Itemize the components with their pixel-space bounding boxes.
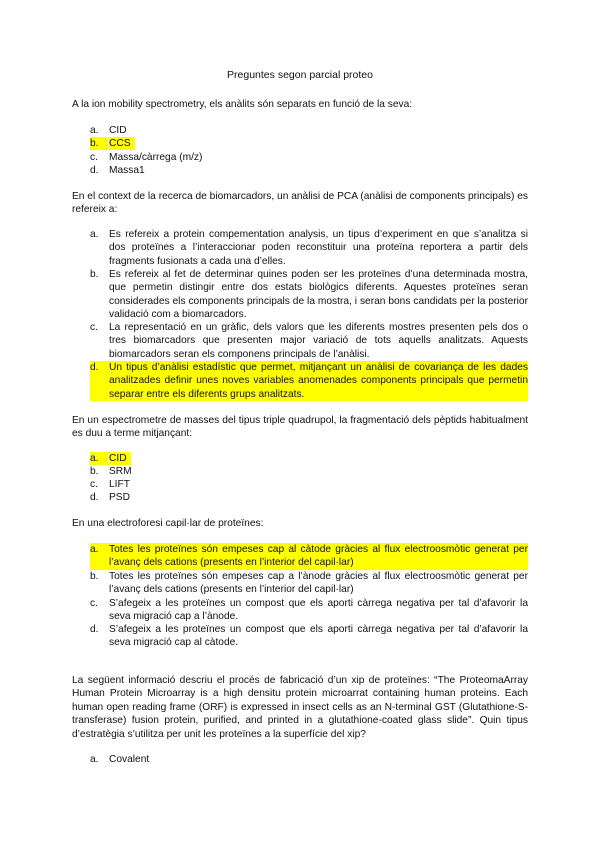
option-text: LIFT	[109, 479, 130, 490]
q2-option-a	[90, 228, 528, 268]
question-1: A la ion mobility spectrometry, els anàlits són separats en funció de la seva:	[72, 99, 413, 110]
option-text: La representació en un gràfic, dels valors que les diferents mostres presenten pels dos o tres biomarcadors que presenten major variació de tots aquells analitzats. Aquests biomarcadors seran els componens principals de l’anàlisi.	[109, 322, 528, 360]
q1-option-a	[90, 124, 528, 137]
option-text: Es refereix a protein compementation analysis, un tipus d’experiment en que s’analitza si dos proteïnes a l’interaccionar poden reconstituir una proteïna reportera a partir dels fragments fusionats a cada una d’elles.	[109, 229, 528, 267]
q2-option-b	[90, 268, 528, 322]
question-2: En el context de la recerca de biomarcadors, un anàlisi de PCA (anàlisi de components principals) es refereix a:	[72, 191, 528, 216]
option-text: Un tipus d’anàlisi estadístic que permet, mitjançant un anàlisi de covariança de les dades analitzades definir unes noves variables anomenades components principals que permetin separar entre els diferents grups analitzats.	[109, 362, 528, 400]
option-letter: c.	[90, 479, 98, 490]
option-letter: c.	[90, 152, 98, 163]
option-letter: d.	[90, 492, 99, 503]
q2-option-c	[90, 321, 528, 361]
option-text: Massa/càrrega (m/z)	[109, 152, 203, 163]
option-letter: d.	[90, 361, 108, 374]
option-text: PSD	[109, 492, 130, 503]
option-text: CID	[109, 125, 127, 136]
option-letter: d.	[90, 624, 99, 635]
option-letter: c.	[90, 598, 98, 609]
q4-option-c	[90, 597, 528, 624]
option-letter: c.	[90, 322, 98, 333]
question-4: En una electroforesi capil·lar de proteïnes:	[72, 518, 264, 529]
option-text: Totes les proteïnes són empeses cap al càtode gràcies al flux electroosmòtic generat per l’avanç dels cations (presents en l’interior del capil·lar)	[109, 544, 528, 569]
option-letter: a.	[90, 229, 99, 240]
option-letter: b.	[90, 137, 108, 150]
option-text: Covalent	[109, 754, 150, 765]
option-text: Massa1	[109, 165, 145, 176]
q1-option-c	[90, 151, 528, 164]
q2-option-d-highlighted	[90, 361, 528, 401]
question-3: En un espectrometre de masses del tipus triple quadrupol, la fragmentació dels pèptids habitualment es duu a terme mitjançant:	[72, 415, 528, 440]
option-text: Es refereix al fet de determinar quines poden ser les proteïnes d’una determinada mostra, que permetin distingir entre dos estats biològics diferents. Aquestes proteïnes seran considerades els components principals de la mostra, i seran bons candidats per la posterior validació com a biomarcadors.	[109, 269, 528, 321]
option-text: Totes les proteïnes són empeses cap a l’ànode gràcies al flux electroosmòtic generat per l’avanç dels cations (presents en l’interior del capil·lar)	[109, 571, 528, 596]
q4-option-b	[90, 570, 528, 597]
option-letter: a.	[90, 754, 99, 765]
option-text: S’afegeix a les proteïnes un compost que els aporti càrrega negativa per tal d’afavorir la seva migració cap al càtode.	[109, 624, 528, 649]
q1-option-d	[90, 164, 528, 177]
option-letter: b.	[90, 571, 99, 582]
q1-option-b	[90, 137, 528, 150]
option-letter: b.	[90, 269, 99, 280]
option-letter: a.	[90, 543, 108, 556]
option-letter: a.	[90, 125, 99, 136]
question-5: La següent informació descriu el procés de fabricació d’un xip de proteïnes: “The ProteomaArray Human Protein Microarray is a high densitu protein microarrat containing human proteins. Each human open reading frame (ORF) is expressed in insect cells as an N-terminal GST (Glutathione-S-transferase) fusion protein, purified, and printed in a glutathione-coated glass slide”. Quin tipus d’estratègia s’utilitza per unit les proteïnes a la superfície del xip?	[72, 675, 528, 740]
option-text: SRM	[109, 466, 132, 477]
q5-option-a	[90, 753, 528, 766]
q3-option-a	[90, 452, 528, 465]
option-text: S’afegeix a les proteïnes un compost que els aporti càrrega negativa per tal d’afavorir la seva migració cap a l’ànode.	[109, 598, 528, 623]
option-text-highlighted: CID	[109, 452, 131, 465]
option-letter: d.	[90, 165, 99, 176]
option-letter: a.	[90, 452, 108, 465]
q3-option-d	[90, 491, 528, 504]
q4-option-d	[90, 623, 528, 650]
q3-option-b	[90, 465, 528, 478]
option-text-highlighted: CCS	[109, 137, 135, 150]
option-letter: b.	[90, 466, 99, 477]
q3-option-c	[90, 478, 528, 491]
document-title: Preguntes segon parcial proteo	[227, 69, 373, 81]
q4-option-a-highlighted	[90, 543, 528, 570]
